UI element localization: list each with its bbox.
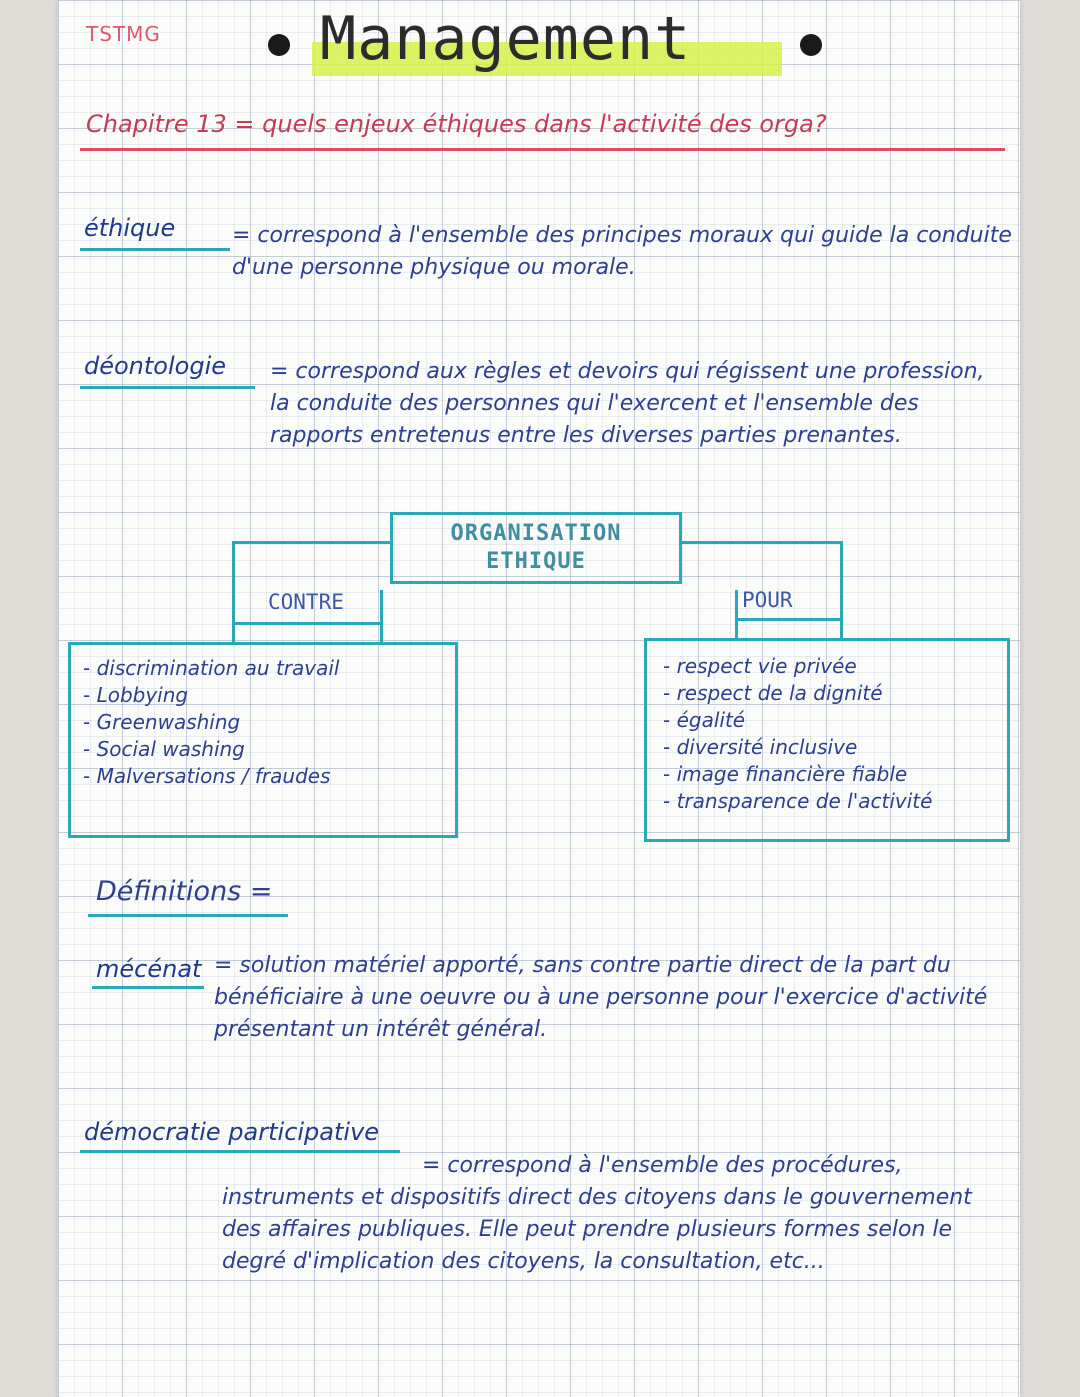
term-democratie-participative: démocratie participative bbox=[84, 1118, 380, 1146]
term-deontologie: déontologie bbox=[84, 352, 227, 380]
page-title: Management bbox=[320, 4, 692, 74]
term-mecenat-underline bbox=[92, 986, 204, 989]
list-item: - égalité bbox=[663, 707, 932, 734]
pour-label-divider bbox=[735, 590, 738, 640]
connector-left-vertical bbox=[232, 541, 235, 644]
list-item: - Lobbying bbox=[83, 682, 339, 709]
list-item: - image financière fiable bbox=[663, 761, 932, 788]
title-bullet-left bbox=[268, 34, 290, 56]
list-item: - Greenwashing bbox=[83, 709, 339, 736]
definition-democratie-participative: = correspond à l'ensemble des procédures, instruments et dispositifs direct des citoyens dans le gouvernement des affaires publiques. Elle peut prendre plusieurs formes selon le degré d'implication des citoyens, la consultation, etc... bbox=[222, 1153, 972, 1274]
contre-label-underline bbox=[232, 622, 382, 625]
definition-mecenat: = solution matériel apporté, sans contre partie direct de la part du bénéficiaire à une oeuvre ou à une personne pour l'exercice d'activité présentant un intérêt général. bbox=[214, 953, 988, 1042]
organisation-ethique-box bbox=[390, 512, 682, 584]
title-bullet-right bbox=[800, 34, 822, 56]
pour-box bbox=[644, 638, 1010, 842]
contre-list bbox=[83, 655, 339, 790]
list-item: - transparence de l'activité bbox=[663, 788, 932, 815]
list-item: - discrimination au travail bbox=[83, 655, 339, 682]
connector-right-vertical bbox=[840, 541, 843, 641]
pour-list bbox=[663, 653, 932, 815]
list-item: - respect vie privée bbox=[663, 653, 932, 680]
ethique-label: ETHIQUE bbox=[486, 549, 586, 574]
chapter-title: Chapitre 13 = quels enjeux éthiques dans l'activité des orga? bbox=[86, 110, 827, 138]
definitions-heading: Définitions = bbox=[96, 876, 273, 907]
pour-label-underline bbox=[735, 618, 843, 621]
list-item: - Social washing bbox=[83, 736, 339, 763]
definition-deontologie: = correspond aux règles et devoirs qui régissent une profession, la conduite des personnes qui l'exercent et l'ensemble des rapports entretenus entre les diverses parties prenantes. bbox=[270, 359, 985, 448]
list-item: - diversité inclusive bbox=[663, 734, 932, 761]
term-ethique: éthique bbox=[84, 214, 176, 242]
term-mecenat: mécénat bbox=[96, 955, 202, 983]
definition-ethique: = correspond à l'ensemble des principes moraux qui guide la conduite d'une personne physique ou morale. bbox=[232, 223, 1012, 280]
contre-label-divider bbox=[380, 590, 383, 644]
term-ethique-underline bbox=[80, 248, 230, 251]
definitions-heading-underline bbox=[88, 914, 288, 917]
connector-right-horizontal bbox=[682, 541, 842, 544]
contre-box bbox=[68, 642, 458, 838]
list-item: - Malversations / fraudes bbox=[83, 763, 339, 790]
term-deontologie-underline bbox=[80, 386, 255, 389]
pour-label: POUR bbox=[742, 588, 793, 612]
organisation-label: ORGANISATION bbox=[450, 521, 622, 546]
connector-left-horizontal bbox=[232, 541, 390, 544]
contre-label: CONTRE bbox=[268, 590, 344, 614]
list-item: - respect de la dignité bbox=[663, 680, 932, 707]
page-title-block bbox=[260, 4, 840, 84]
class-tag: TSTMG bbox=[86, 22, 161, 46]
chapter-underline bbox=[80, 148, 1005, 151]
